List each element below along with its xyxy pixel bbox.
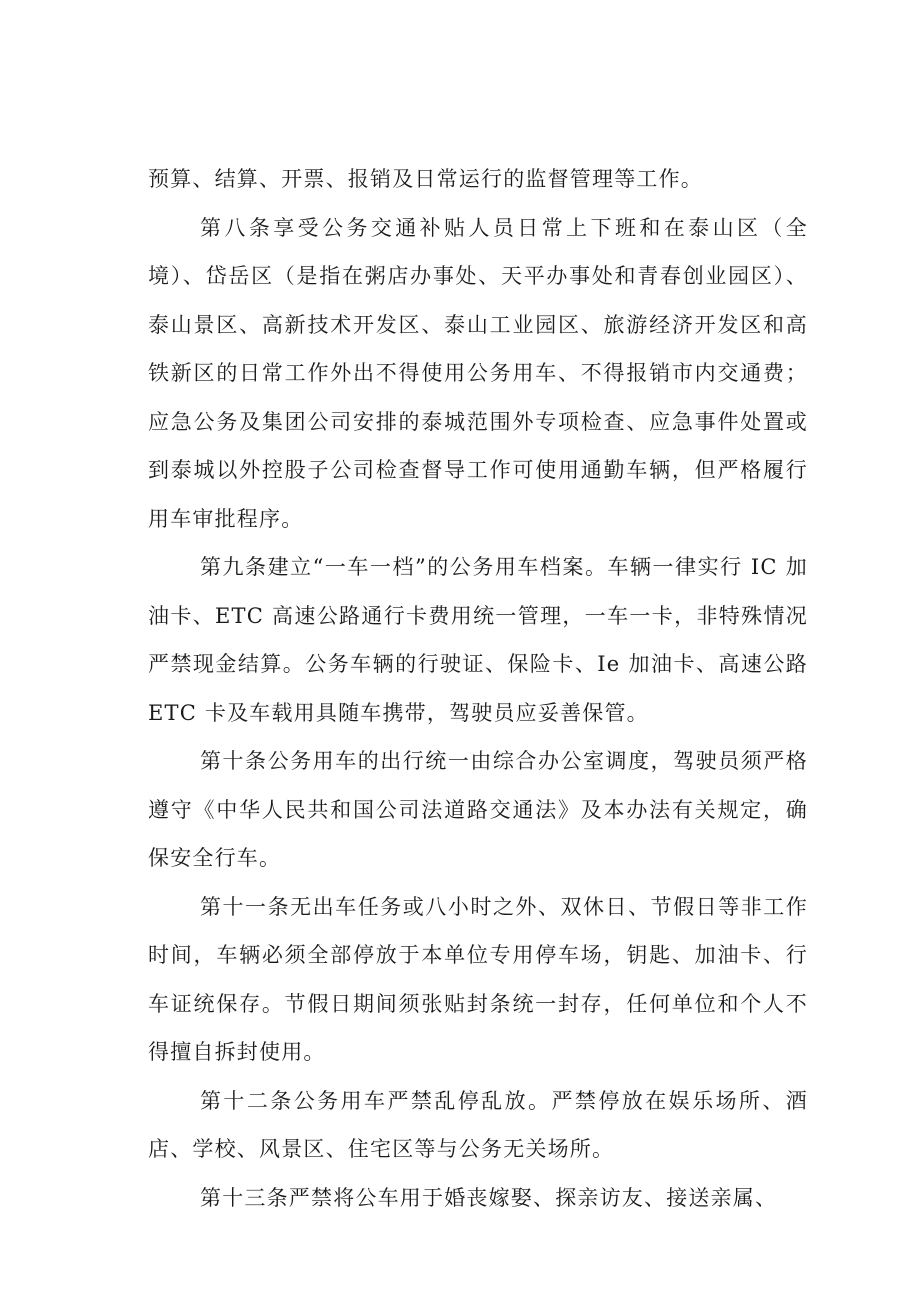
paragraph-article-12: 第十二条公务用车严禁乱停乱放。严禁停放在娱乐场所、酒店、学校、风景区、住宅区等与公务无关场所。 bbox=[148, 1088, 808, 1161]
document-body bbox=[148, 155, 808, 1222]
paragraph-article-10: 第十条公务用车的出行统一由综合办公室调度，驾驶员须严格遵守《中华人民共和国公司法道路交通法》及本办法有关规定，确保安全行车。 bbox=[148, 749, 808, 870]
paragraph-article-9: 第九条建立“一车一档”的公务用车档案。车辆一律实行 IC 加油卡、ETC 高速公路通行卡费用统一管理，一车一卡，非特殊情况严禁现金结算。公务车辆的行驶证、保险卡、Ie 加油卡、高速公路 ETC 卡及车载用具随车携带，驾驶员应妥善保管。 bbox=[148, 555, 808, 725]
paragraph-article-8: 第八条享受公务交通补贴人员日常上下班和在泰山区（全境）、岱岳区（是指在粥店办事处、天平办事处和青春创业园区）、泰山景区、高新技术开发区、泰山工业园区、旅游经济开发区和高铁新区的日常工作外出不得使用公务用车、不得报销市内交通费；应急公务及集团公司安排的泰城范围外专项检查、应急事件处置或到泰城以外控股子公司检查督导工作可使用通勤车辆，但严格履行用车审批程序。 bbox=[148, 215, 808, 531]
paragraph-continuation: 预算、结算、开票、报销及日常运行的监督管理等工作。 bbox=[148, 167, 703, 191]
paragraph-article-11: 第十一条无出车任务或八小时之外、双休日、节假日等非工作时间，车辆必须全部停放于本单位专用停车场，钥匙、加油卡、行车证统保存。节假日期间须张贴封条统一封存，任何单位和个人不得擅自拆封使用。 bbox=[148, 894, 808, 1064]
paragraph-article-13: 第十三条严禁将公车用于婚丧嫁娶、探亲访友、接送亲属、 bbox=[200, 1185, 778, 1210]
